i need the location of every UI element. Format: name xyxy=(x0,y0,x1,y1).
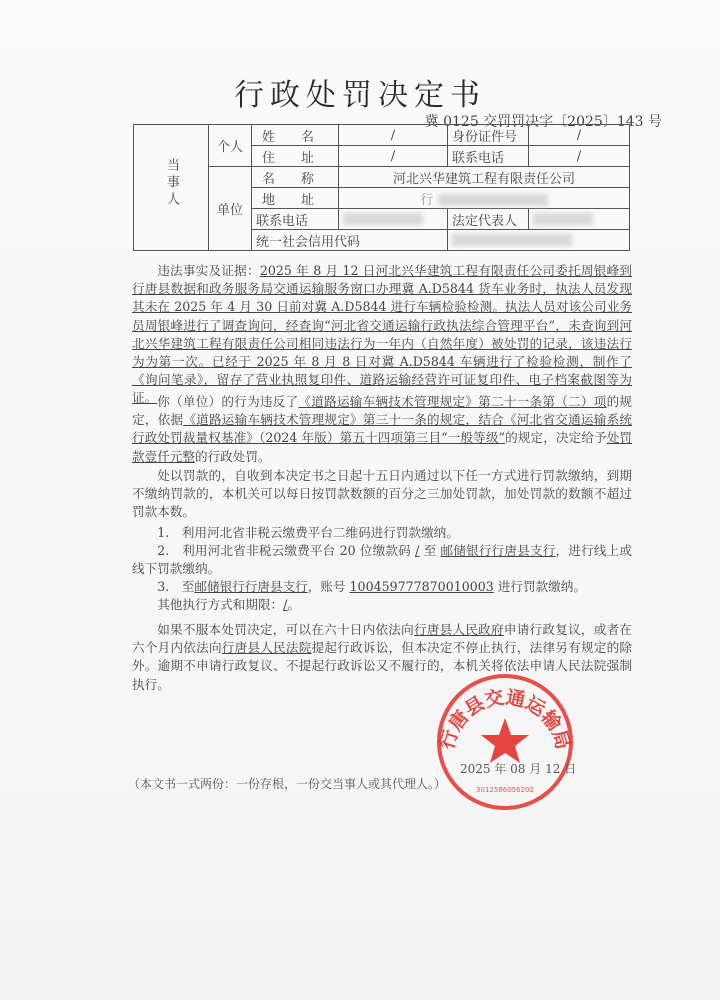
official-seal xyxy=(427,664,583,812)
decision-law-2: 《道路运输车辆技术管理规定》第三十一条的规定，结合《河北省交通运输系统行政处罚裁量权基准》（2024 年版）第五十四项第三目“一般等级” xyxy=(132,412,633,446)
unit-label: 单位 xyxy=(209,167,252,251)
appeal-court: 行唐县人民法院 xyxy=(221,640,312,656)
appeal-text-2: 申请行政复议，或者在六个月内依法向 xyxy=(132,622,633,656)
payment-section xyxy=(132,467,632,615)
party-table xyxy=(133,124,630,251)
legal-rep-label: 法定代表人 xyxy=(448,209,529,230)
legal-rep-value xyxy=(529,209,630,230)
redaction-mark xyxy=(533,213,593,225)
payment-intro: 处以罚款的，自收到本决定书之日起十五日内通过以下任一方式进行罚款缴纳，到期不缴纳罚款的，本机关可以每日按罚款数额的百分之三加处罚款，加处罚款的数额不超过罚款本数。 xyxy=(132,468,632,520)
document-title: 行政处罚决定书 xyxy=(234,78,486,113)
seal-text: 行唐县交通运输局 xyxy=(436,686,574,752)
facts-label: 违法事实及证据： xyxy=(157,263,260,278)
name-value: / xyxy=(339,125,448,146)
credit-code-value xyxy=(448,230,630,251)
credit-code-label: 统一社会信用代码 xyxy=(252,230,448,251)
id-value: / xyxy=(529,125,630,146)
party-label: 当事人 xyxy=(134,125,209,251)
phone-label: 联系电话 xyxy=(448,146,529,167)
appeal-text-3: 提起行政诉讼，但本决定不停止执行，法律另有规定的除外。逾期不申请行政复议、不提起行政诉讼又不履行的，本机关将依法申请人民法院强制执行。 xyxy=(132,640,633,692)
unit-address-value: 行 xyxy=(339,188,630,209)
decision-text-4: 的行政处罚。 xyxy=(194,448,271,464)
unit-name-label: 名 称 xyxy=(252,167,339,188)
appeal-gov: 行唐县人民政府 xyxy=(413,622,504,637)
decision-law-1: 《道路运输车辆技术管理规定》第二十一条第（二）项 xyxy=(298,394,607,409)
document-number: 冀 0125 交罚罚决字〔2025〕143 号 xyxy=(424,114,662,130)
individual-label: 个人 xyxy=(209,125,252,167)
redaction-mark xyxy=(343,213,423,225)
facts-text: 2025 年 8 月 12 日河北兴华建筑工程有限责任公司委托周银峰到行唐县数据和政务服务局交通运输服务窗口办理冀 A.D5844 货车业务时，执法人员发现其未在 2025 年 4 月 30 日前对冀 A.D5844 进行车辆检验检测。执法人员对该公司业务员周银峰进行了调查询问，经查询“河北省交通运输行政执法综合管理平台”，未查询到河北兴华建筑工程有限责任公司相同违法行为一年内（自然年度）被处罚的记录，该违法行为为第一次。已经于 2025 年 8 月 8 日对冀 A.D5844 车辆进行了检验检测，制作了《询问笔录》，留存了营业执照复印件、道路运输经营许可证复印件、电子档案截图等为证。 xyxy=(132,263,633,406)
appeal-text-1: 如果不服本处罚决定，可以在六十日内依法向 xyxy=(157,622,414,637)
decision-date: 2025 年 08 月 12 日 xyxy=(460,762,577,776)
unit-name-value: 河北兴华建筑工程有限责任公司 xyxy=(339,167,630,188)
payment-item-3: 3. 至邮储银行行唐县支行，账号 100459777870010003 进行罚款缴纳。 xyxy=(157,579,586,595)
unit-phone-value xyxy=(339,209,448,230)
address-value: / xyxy=(339,146,448,167)
unit-address-label: 地 址 xyxy=(252,188,339,209)
decision-text-1: 你（单位）的行为违反了 xyxy=(157,394,299,409)
phone-value: / xyxy=(529,146,630,167)
redaction-mark xyxy=(438,194,548,206)
facts-section xyxy=(132,262,632,408)
name-label: 姓 名 xyxy=(252,125,339,146)
decision-penalty: 处罚款壹仟元整 xyxy=(132,430,633,464)
id-label: 身份证件号 xyxy=(448,125,529,146)
payment-item-2: 2. 利用河北省非税云缴费平台 20 位缴款码 / 至 邮储银行行唐县支行，进行线上或线下罚款缴纳。 xyxy=(132,542,632,577)
seal-star-icon xyxy=(481,718,529,763)
decision-text-3: 的规定，决定给予 xyxy=(505,430,607,446)
unit-phone-label: 联系电话 xyxy=(252,209,339,230)
payment-item-1: 1. 利用河北省非税云缴费平台二维码进行罚款缴纳。 xyxy=(157,524,459,540)
address-label: 住 址 xyxy=(252,146,339,167)
decision-text-2: 的规定，依据 xyxy=(132,394,633,428)
payment-other: 其他执行方式和期限：/。 xyxy=(157,597,300,613)
seal-code: 3012586056202 xyxy=(476,786,534,794)
redaction-mark xyxy=(452,234,572,246)
decision-section xyxy=(132,393,632,466)
copy-note: （本文书一式两份：一份存根，一份交当事人或其代理人。） xyxy=(128,777,447,791)
